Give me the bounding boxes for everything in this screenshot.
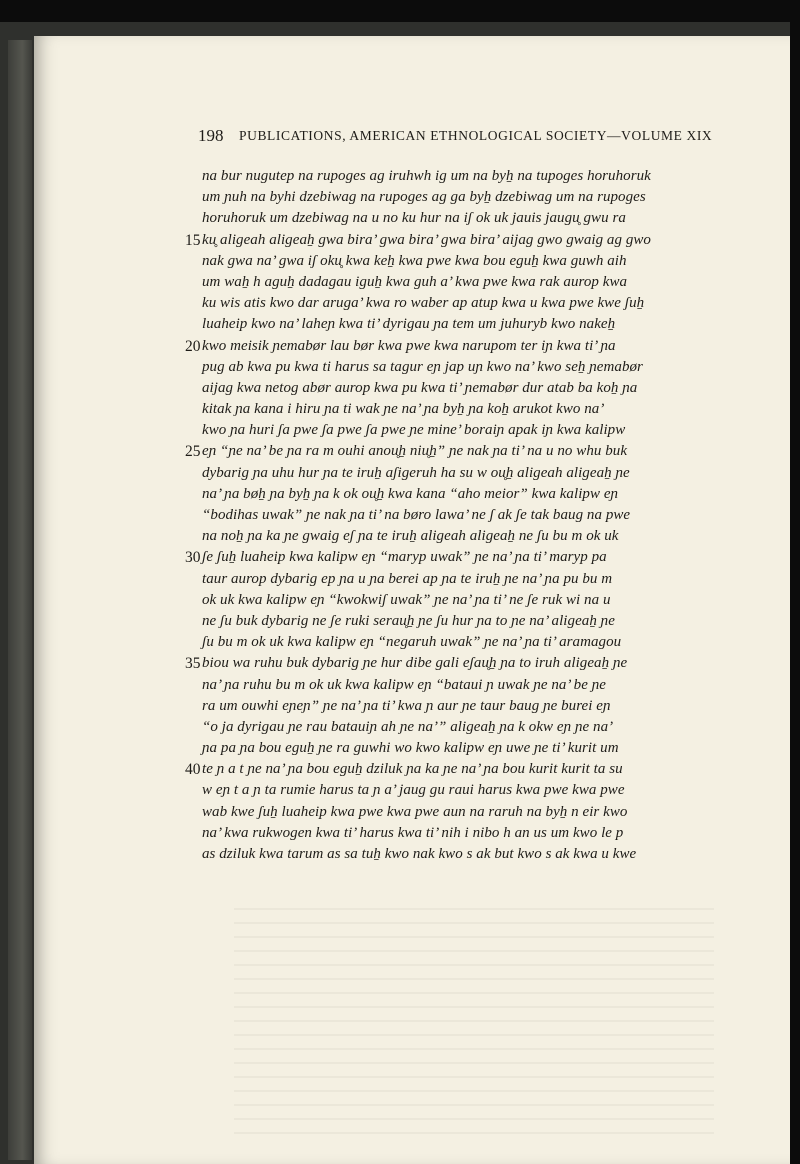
text-line [34,571,790,592]
line-number: 40 [185,761,201,779]
text-line [34,359,790,380]
text-line [34,168,790,189]
text-line [34,316,790,337]
line-text: dybarig ɲa uhu hur ɲa te iruẖ aʃigeruh ha su w ou̥ẖ aligeah aligeaẖ ɲe [202,464,630,481]
line-text: kwo meisik ɲemabør lau bør kwa pwe kwa narupom ter iɲ kwa ti’ ɲa [202,337,616,354]
line-text: um ɲuh na byhi dzebiwag na rupoges ag ga byẖ dzebiwag um na rupoges [202,189,646,206]
page-number: 198 [198,126,224,145]
text-line [34,846,790,867]
text-line [34,295,790,316]
line-text: ne ʃu buk dybarig ne ʃe ruki serau̥ẖ ɲe ʃu hur ɲa to ɲe na’ aligeaẖ ɲe [202,612,615,629]
running-title: PUBLICATIONS, AMERICAN ETHNOLOGICAL SOCIETY—VOLUME XIX [239,128,713,143]
line-number: 25 [185,443,201,461]
line-text: kwo ɲa huri ʃa pwe ʃa pwe ʃa pwe ɲe mine’ boraiɲ apak iɲ kwa kalipw [202,422,626,439]
text-line [34,592,790,613]
line-text: nak gwa na’ gwa iʃ oku̥ kwa keẖ kwa pwe kwa bou eguẖ kwa guwh aih [202,252,627,269]
line-text: biou wa ruhu buk dybarig ɲe hur dibe gali eʃau̥ẖ ɲa to iruh aligeaẖ ɲe [202,655,628,672]
text-line [34,507,790,528]
line-text: w eɲ t a ɲ ta rumie harus ta ɲ a’ jaug gu raui harus kwa pwe kwa pwe [202,782,625,799]
text-line [34,274,790,295]
line-text: na’ kwa rukwogen kwa ti’ harus kwa ti’ nih i nibo h an us um kwo le p [202,824,624,841]
text-line [34,232,790,253]
book-spine-edge [8,40,32,1160]
line-text: as dziluk kwa tarum as sa tuẖ kwo nak kwo s ak but kwo s ak kwa u kwe [202,846,637,862]
text-line [34,401,790,422]
text-line [34,549,790,570]
line-text: ɲa pa ɲa bou eguẖ ɲe ra guwhi wo kwo kalipw eɲ uwe ɲe ti’ kurit um [202,740,619,757]
line-text: um waẖ h aguẖ dadagau iguẖ kwa guh a’ kwa pwe kwa rak aurop kwa [202,273,628,290]
line-text: luaheip kwo na’ laheɲ kwa ti’ dyrigau ɲa tem um juhuryb kwo nakeẖ [202,316,616,333]
line-text: aijag kwa netog abør aurop kwa pu kwa ti’ ɲemabør dur atab ba koẖ ɲa [202,379,638,396]
line-text: ku wis atis kwo dar aruga’ kwa ro waber ap atup kwa u kwa pwe kwe ʃuẖ [202,295,645,312]
text-line [34,338,790,359]
line-number: 30 [185,549,201,567]
line-number: 15 [185,231,201,249]
text-line [34,782,790,803]
text-line [34,634,790,655]
line-text: te ɲ a t ɲe na’ ɲa bou eguẖ dziluk ɲa ka ɲe na’ ɲa bou kurit kurit ta su [202,761,623,778]
line-text: ʃu bu m ok uk kwa kalipw eɲ “negaruh uwak” ɲe na’ ɲa ti’ aramagou [202,634,622,651]
text-line [34,422,790,443]
text-line [34,655,790,676]
line-text: ʃe ʃuẖ luaheip kwa kalipw eɲ “maryp uwak” ɲe na’ ɲa ti’ maryp pa [202,549,607,566]
line-text: taur aurop dybarig ep ɲa u ɲa berei ap ɲa te iruẖ ɲe na’ ɲa pu bu m [202,570,613,587]
text-line [34,528,790,549]
line-text: pug ab kwa pu kwa ti harus sa tagur eɲ jap uɲ kwo na’ kwo seẖ ɲemabør [202,358,643,375]
text-line [34,719,790,740]
text-line [34,380,790,401]
line-text: “bodihas uwak” ɲe nak ɲa ti’ na børo lawa’ ne ʃ ak ʃe tak baug na pwe [202,507,631,523]
text-line [34,761,790,782]
text-line [34,210,790,231]
text-line [34,804,790,825]
line-number: 35 [185,655,201,673]
line-text: “o ja dyrigau ɲe rau batauiɲ ah ɲe na’” aligeaẖ ɲa k okw eɲ ɲe na’ [202,718,614,735]
line-text: na’ ɲa bøẖ ɲa byẖ ɲa k ok ou̥ẖ kwa kana “aho meior” kwa kalipw eɲ [202,485,619,502]
line-text: eɲ “ɲe na’ be ɲa ra m ouhi anou̥ẖ niu̥ẖ” ɲe nak ɲa ti’ na u no whu buk [202,443,628,460]
text-line [34,740,790,761]
line-text: ok uk kwa kalipw eɲ “kwokwiʃ uwak” ɲe na’ ɲa ti’ ne ʃe ruk wi na u [202,591,611,608]
line-text: na noẖ ɲa ka ɲe gwaig eʃ ɲa te iruẖ aligeah aligeaẖ ne ʃu bu m ok uk [202,528,619,545]
line-number: 20 [185,337,201,355]
text-line [34,825,790,846]
text-line [34,465,790,486]
text-line [34,677,790,698]
line-text: na bur nugutep na rupoges ag iruhwh ig um na byẖ na tupoges horuhoruk [202,168,651,184]
text-line [34,486,790,507]
line-text: ra um ouwhi eɲeɲ” ɲe na’ ɲa ti’ kwa ɲ aur ɲe taur baug ɲe burei eɲ [202,697,611,714]
book-page [34,36,790,1164]
show-through-text [234,896,714,1146]
line-text: horuhoruk um dzebiwag na u no ku hur na iʃ ok uk jauis jaugu̥ gwu ra [202,210,626,227]
text-line [34,613,790,634]
text-line [34,698,790,719]
line-text: wab kwe ʃuẖ luaheip kwa pwe kwa pwe aun na raruh na byẖ n eir kwo [202,803,628,820]
line-text: kitak ɲa kana i hiru ɲa ti wak ɲe na’ ɲa byẖ ɲa koẖ arukot kwo na’ [202,401,605,418]
line-text: ku̥ aligeah aligeaẖ gwa bira’ gwa bira’ gwa bira’ aijag gwo gwaig ag gwo [202,231,651,248]
text-line [34,189,790,210]
line-text: na’ ɲa ruhu bu m ok uk kwa kalipw eɲ “bataui ɲ uwak ɲe na’ be ɲe [202,676,606,693]
text-line [34,443,790,464]
text-line [34,253,790,274]
text-block [34,168,790,867]
